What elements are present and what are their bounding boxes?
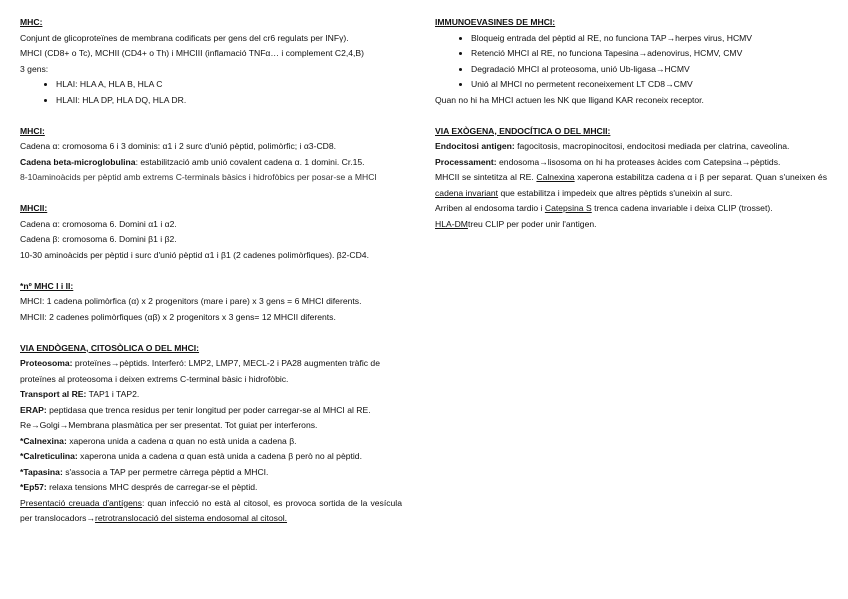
immuno-heading: IMMUNOEVASINES DE MHCI: — [435, 17, 556, 27]
exo-p3-b: xaperona estabilitza cadena α i β per separat. Quan s'uneixen és — [574, 172, 827, 182]
mhcii-line3: 10-30 aminoàcids per pèptid i surc d'unió pèptid α1 i β1 (2 cadenes polimòrfiques). β2-CD4. — [20, 249, 369, 260]
endo-p7-rest: s'associa a TAP per permetre càrrega pèptid a MHCI. — [62, 466, 269, 477]
exo-p5-b: treu CLIP per poder unir l'antigen. — [467, 218, 597, 229]
mhcii-line1: Cadena α: cromosoma 6. Domini α1 i α2. — [20, 218, 177, 229]
endo-p6-bold: *Calreticulina: — [20, 451, 78, 461]
endo-p3-rest: peptidasa que trenca residus per tenir longitud per poder carregar-se al MHCI al RE. — [46, 404, 371, 415]
mhci-heading: MHCI: — [20, 125, 45, 136]
mhci-line3: 8-10aminoàcids per pèptid amb extrems C-terminals bàsics i hidrofòbics per posar-se a MHCI — [20, 172, 377, 182]
mhcii-line2: Cadena β: cromosoma 6. Domini β1 i β2. — [20, 234, 177, 244]
endo-p1-bold: Proteosoma: — [20, 358, 73, 368]
exo-p5 — [435, 217, 827, 233]
mhci-line2-bold: Cadena beta-microglobulina — [20, 156, 136, 167]
exo-p1-bold: Endocitosi antigen: — [435, 141, 515, 151]
immuno-item: • Bloqueig entrada del pèptid al RE, no funciona TAP→herpes virus, HCMV — [471, 31, 827, 47]
exo-p3-underline2: cadena invariant — [435, 187, 499, 198]
endo-p6-rest: xaperona unida a cadena α quan està unida a cadena β però no al pèptid. — [77, 451, 362, 461]
endo-p2 — [20, 387, 402, 403]
endo-p4: Re→Golgi→Membrana plasmàtica per ser presentat. Tot guiat per interferons. — [20, 420, 318, 430]
endo-p7-bold: *Tapasina: — [20, 466, 63, 477]
exo-p2-rest: endosoma→lisosoma on hi ha proteases àcides com Catepsina→pèptids. — [496, 156, 781, 167]
immuno-item: • Unió al MHCI no permetent reconeixement LT CD8→CMV — [471, 77, 827, 93]
mhcii-heading: MHCII: — [20, 203, 48, 213]
immuno-item: • Retenció MHCI al RE, no funciona Tapesina→adenovirus, HCMV, CMV — [471, 46, 827, 62]
endo-p3-bold: ERAP: — [20, 404, 47, 415]
mhc-line3: 3 gens: — [20, 63, 49, 74]
num-line2: MHCII: 2 cadenes polimòrfiques (αβ) x 2 progenitors x 3 gens= 12 MHCII diferents. — [20, 311, 336, 322]
exo-p3-underline: Calnexina — [536, 172, 575, 182]
immuno-list — [435, 31, 827, 93]
endo-p8-bold: *Ep57: — [20, 482, 47, 492]
mhci-line2-rest: : estabilització amb unió covalent cadena α. 1 domini. Cr.15. — [135, 156, 365, 167]
endo-p5-bold: *Calnexina: — [20, 435, 67, 446]
endo-p1 — [20, 356, 402, 387]
exo-p3 — [435, 170, 827, 201]
mhci-line1: Cadena α: cromosoma 6 i 3 dominis: α1 i 2 surc d'unió pèptid, polimòrfic; i α3-CD8. — [20, 141, 337, 151]
num-line1: MHCI: 1 cadena polimòrfica (α) x 2 progenitors (mare i pare) x 3 gens = 6 MHCI diferents. — [20, 296, 362, 306]
mhci-line2 — [20, 155, 402, 171]
endo-p1-rest: proteïnes→pèptids. Interferó: LMP2, LMP7, MECL-2 i PA28 augmenten tràfic de proteïnes al proteosoma i deixen extrems C-terminal bàsic i hidrofòbic. — [20, 358, 380, 384]
exo-p5-underline: HLA-DM — [435, 218, 468, 229]
endo-p5-rest: xaperona unida a cadena α quan no està unida a cadena β. — [66, 435, 297, 446]
exo-p4 — [435, 201, 827, 217]
left-column — [20, 15, 402, 527]
mhc-heading: MHC: — [20, 17, 43, 27]
endo-p2-rest: TAP1 i TAP2. — [86, 389, 140, 399]
mhc-gene-list — [20, 77, 402, 108]
endo-p9-underline2: retrotranslocació del sistema endosomal al citosol. — [95, 513, 288, 523]
endo-p9-rest: : quan infecció no està al citosol, es provoca sortida de la vesícula per translocadors→ — [20, 497, 402, 523]
immuno-line: Quan no hi ha MHCI actuen les NK que lligand KAR reconeix receptor. — [435, 94, 704, 105]
endo-heading: VIA ENDÒGENA, CITOSÒLICA O DEL MHCI: — [20, 342, 200, 353]
exo-p2-bold: Processament: — [435, 156, 497, 167]
exo-p2 — [435, 155, 827, 171]
mhc-line2: MHCI (CD8+ o Tc), MCHII (CD4+ o Th) i MHCIII (inflamació TNFα… i complement C2,4,B) — [20, 48, 365, 58]
mhc-line1: Conjunt de glicoproteïnes de membrana codificats per gens del cr6 regulats per INFγ). — [20, 32, 349, 43]
endo-p8 — [20, 480, 402, 496]
endo-p8-rest: relaxa tensions MHC després de carregar-se el pèptid. — [46, 482, 258, 492]
exo-p3-c: que estabilitza i impedeix que altres pèptids s'uneixin al surc. — [498, 187, 733, 198]
mhc-gene-item: • HLAI: HLA A, HLA B, HLA C — [56, 77, 402, 93]
exo-heading: VIA EXÒGENA, ENDOCÍTICA O DEL MHCII: — [435, 125, 611, 136]
endo-p2-bold: Transport al RE: — [20, 389, 87, 399]
mhc-gene-item: • HLAII: HLA DP, HLA DQ, HLA DR. — [56, 93, 402, 109]
exo-p4-a: Arriben al endosoma tardio i — [435, 203, 545, 213]
exo-p1 — [435, 139, 827, 155]
num-heading: *nº MHC I i II: — [20, 280, 74, 291]
endo-p7 — [20, 465, 402, 481]
exo-p4-b: trenca cadena invariable i deixa CLIP (trosset). — [591, 203, 773, 213]
endo-p9-underline: Presentació creuada d'antígens — [20, 497, 142, 508]
right-column — [435, 15, 827, 232]
exo-p4-underline: Catepsina S — [544, 203, 592, 213]
exo-p3-a: MHCII se sintetitza al RE. — [435, 172, 537, 182]
endo-p9 — [20, 496, 402, 527]
immuno-item: • Degradació MHCI al proteosoma, unió Ub-ligasa→HCMV — [471, 62, 827, 78]
exo-p1-rest: fagocitosis, macropinocitosi, endocitosi mediada per clatrina, caveolina. — [514, 141, 790, 151]
endo-p5 — [20, 434, 402, 450]
endo-p3 — [20, 403, 402, 419]
endo-p6 — [20, 449, 402, 465]
